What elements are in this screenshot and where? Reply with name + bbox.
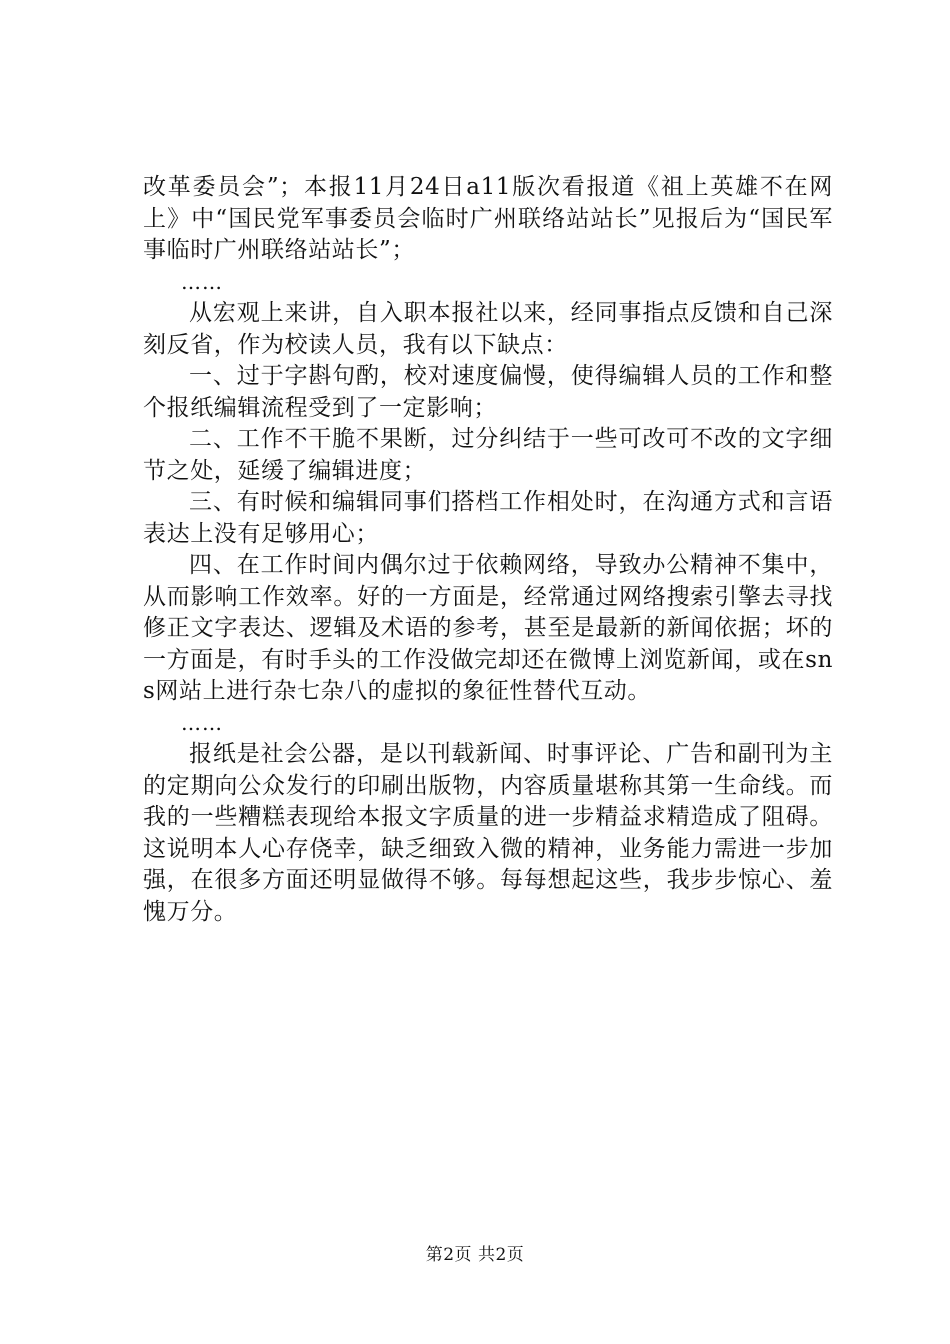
- paragraph-continuation: 改革委员会”；本报11月24日a11版次看报道《祖上英雄不在网上》中“国民党军事委员会临时广州联络站站长”见报后为“国民军事临时广州联络站站长”；: [143, 174, 833, 263]
- ellipsis-line: ……: [181, 710, 223, 735]
- paragraph-point-two: 二、工作不干脆不果断，过分纠结于一些可改可不改的文字细节之处，延缓了编辑进度；: [143, 426, 833, 484]
- paragraph-point-three: 三、有时候和编辑同事们搭档工作相处时，在沟通方式和言语表达上没有足够用心；: [143, 489, 833, 547]
- paragraph-point-one: 一、过于字斟句酌，校对速度偏慢，使得编辑人员的工作和整个报纸编辑流程受到了一定影响；: [143, 363, 833, 421]
- paragraph-conclusion: 报纸是社会公器，是以刊载新闻、时事评论、广告和副刊为主的定期向公众发行的印刷出版物，内容质量堪称其第一生命线。而我的一些糟糕表现给本报文字质量的进一步精益求精造成了阻碍。这说明本人心存侥幸，缺乏细致入微的精神，业务能力需进一步加强，在很多方面还明显做得不够。每每想起这些，我步步惊心、羞愧万分。: [143, 741, 833, 925]
- ellipsis-line: ……: [181, 269, 223, 294]
- document-body: [143, 172, 833, 928]
- paragraph-point-four: 四、在工作时间内偶尔过于依赖网络，导致办公精神不集中，从而影响工作效率。好的一方面是，经常通过网络搜索引擎去寻找修正文字表达、逻辑及术语的参考，甚至是最新的新闻依据；坏的一方面是，有时手头的工作没做完却还在微博上浏览新闻，或在sns网站上进行杂七杂八的虚拟的象征性替代互动。: [143, 552, 833, 704]
- paragraph-intro: 从宏观上来讲，自入职本报社以来，经同事指点反馈和自己深刻反省，作为校读人员，我有以下缺点：: [143, 300, 833, 358]
- page-footer: 第2页 共2页: [425, 1245, 525, 1265]
